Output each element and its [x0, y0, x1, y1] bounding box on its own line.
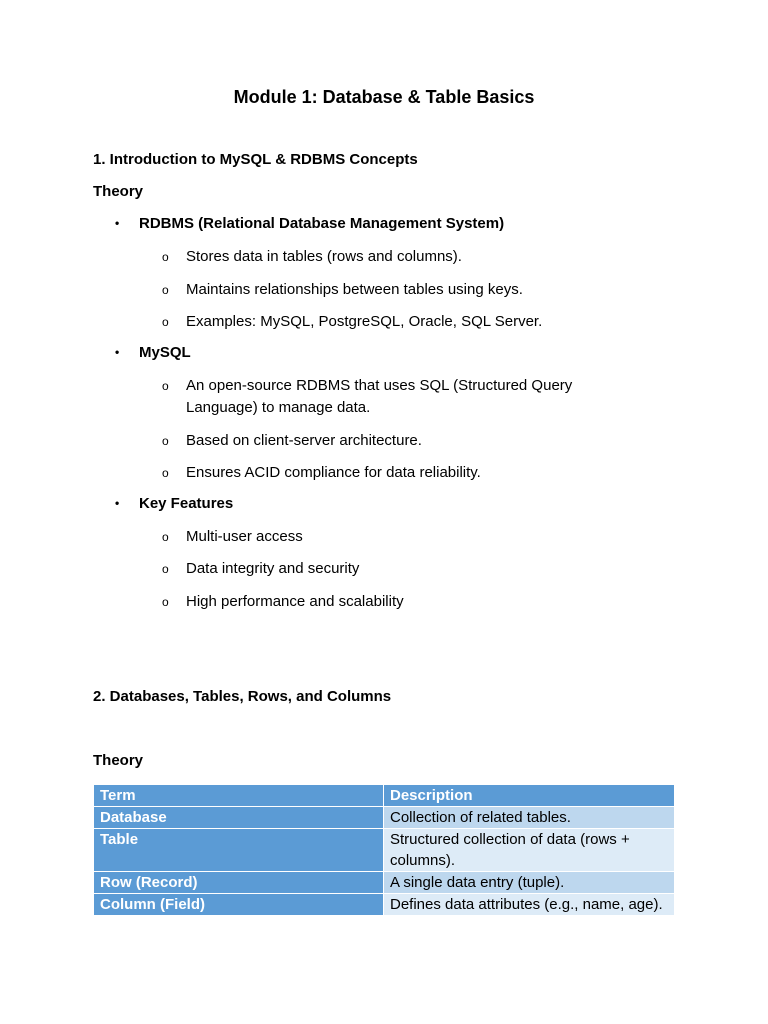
sub-item-text: An open-source RDBMS that uses SQL (Structured Query Language) to manage data. [186, 377, 573, 416]
table-header-description: Description [384, 785, 675, 807]
sub-bullet-icon: o [162, 530, 169, 544]
sub-item [162, 279, 632, 301]
sub-bullet-icon: o [162, 466, 169, 480]
sub-item [162, 462, 632, 484]
table-row [94, 872, 675, 894]
page-title: Module 1: Database & Table Basics [233, 87, 535, 107]
sub-bullet-icon: o [162, 595, 169, 609]
bullet-rdbms [115, 215, 504, 232]
bullet-mysql [115, 344, 191, 361]
table-row [94, 807, 675, 829]
table-row [94, 894, 675, 916]
sub-item-text: Maintains relationships between tables using keys. [186, 281, 523, 298]
sub-item [162, 591, 632, 613]
sub-bullet-icon: o [162, 250, 169, 264]
description-cell: Defines data attributes (e.g., name, age). [384, 894, 675, 916]
bullet-icon: • [115, 216, 120, 230]
sub-item-text: Data integrity and security [186, 560, 360, 577]
bullet-label: RDBMS (Relational Database Management System) [139, 215, 505, 232]
table-header-row [94, 785, 675, 807]
sub-item [162, 558, 632, 580]
sub-item-text: Multi-user access [186, 528, 303, 545]
term-cell: Row (Record) [94, 872, 384, 894]
terms-table [93, 784, 675, 916]
sub-item-text: High performance and scalability [186, 593, 404, 610]
sub-bullet-icon: o [162, 562, 169, 576]
sub-item [162, 311, 632, 333]
sub-item-text: Stores data in tables (rows and columns). [186, 248, 462, 265]
bullet-key-features [115, 495, 233, 512]
term-cell: Column (Field) [94, 894, 384, 916]
bullet-icon: • [115, 496, 120, 510]
section-1-theory-label: Theory [93, 183, 144, 200]
sub-item-text: Ensures ACID compliance for data reliability. [186, 464, 481, 481]
sub-item [162, 246, 632, 268]
sub-bullet-icon: o [162, 434, 169, 448]
description-cell: A single data entry (tuple). [384, 872, 675, 894]
bullet-label: MySQL [139, 344, 191, 361]
table-row [94, 829, 675, 872]
sub-bullet-icon: o [162, 283, 169, 297]
term-cell: Database [94, 807, 384, 829]
section-2-heading: 2. Databases, Tables, Rows, and Columns [93, 688, 392, 705]
sub-item [162, 430, 632, 452]
term-cell: Table [94, 829, 384, 872]
sub-item [162, 526, 632, 548]
sub-bullet-icon: o [162, 315, 169, 329]
description-cell: Collection of related tables. [384, 807, 675, 829]
bullet-icon: • [115, 345, 120, 359]
table-header-term: Term [94, 785, 384, 807]
bullet-label: Key Features [139, 495, 234, 512]
section-1-heading: 1. Introduction to MySQL & RDBMS Concepts [93, 151, 418, 168]
sub-item-text: Based on client-server architecture. [186, 432, 422, 449]
description-cell: Structured collection of data (rows + columns). [384, 829, 675, 872]
sub-item-text: Examples: MySQL, PostgreSQL, Oracle, SQL Server. [186, 313, 543, 330]
sub-bullet-icon: o [162, 379, 169, 393]
sub-item [162, 375, 632, 419]
section-2-theory-label: Theory [93, 752, 144, 769]
